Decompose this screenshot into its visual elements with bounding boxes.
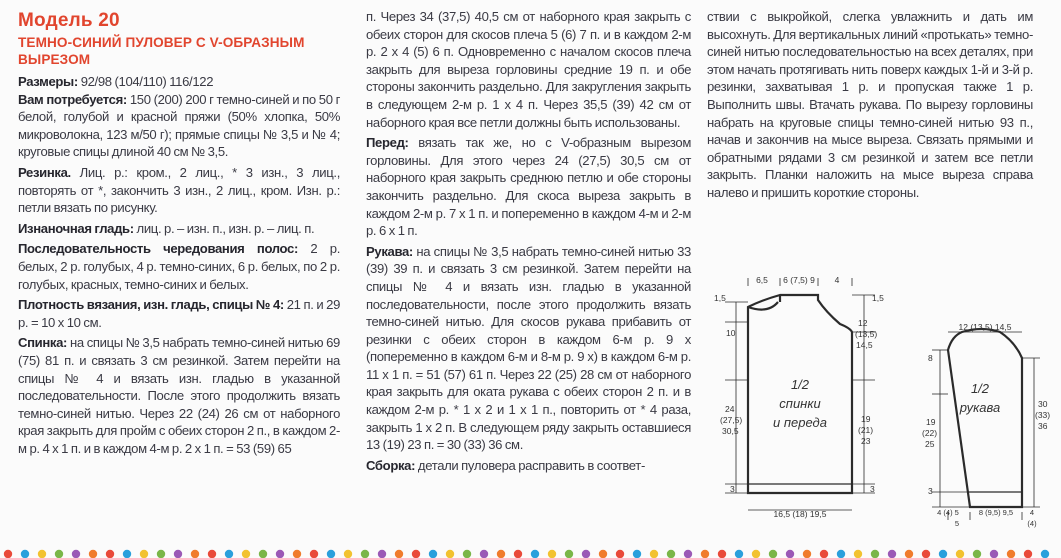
border-dot	[735, 550, 743, 558]
sleeve-top-width: 12 (13,5) 14,5	[958, 322, 1012, 332]
rib-paragraph	[18, 164, 340, 217]
stripe-sequence-value: 2 р. белых, 2 р. голубых, 4 р. темно-синих, 6 р. белых, по 2 р. голубых, красных, темно-синих и белых.	[18, 241, 340, 292]
gauge-value: 21 п. и 29 р. = 10 х 10 см.	[18, 297, 341, 330]
sleeve-bottom-4: 4	[1029, 508, 1035, 517]
front-label: Перед:	[366, 135, 409, 151]
sleeve-bottom-2: 8 (9,5) 9,5	[978, 508, 1014, 517]
border-dot	[174, 550, 182, 558]
border-dot	[276, 550, 284, 558]
border-dot	[21, 550, 29, 558]
border-dot	[939, 550, 947, 558]
border-dot	[701, 550, 709, 558]
border-dot	[497, 550, 505, 558]
border-dot	[72, 550, 80, 558]
assembly-continued-paragraph: ствии с выкройкой, слегка увлажнить и дать им высохнуть. Для вертикальных линий «протькать» темно-синей нитью последовательностью на всех деталях, при этом начать протягивать нить поверх каждых 1-й и 3-й р. резинки, захватывая 1 р. и пропуская также 1 р. Выполнить швы. Втачать рукава. По вырезу горловины набрать на круговые спицы темно-синей нитью 93 п., начав и закончив на мысе выреза. Связать прямыми и обратными рядами 3 см резинкой и затем все петли закрыть. Планки наложить на мысе выреза справа налево и пришить короткие стороны.	[707, 9, 1033, 200]
border-dot	[4, 550, 12, 558]
border-dot	[548, 550, 556, 558]
assembly-value: детали пуловера расправить в соответ-	[415, 457, 645, 473]
border-dot	[55, 550, 63, 558]
front-value: вязать так же, но с V-образным вырезом горловины. Для этого через 24 (27,5) 30,5 см от наборного края закрыть среднюю петлю и обе стороны закончить раздельно. Для скоса выреза закрыть в каждом 2-м р. 7 х 1 п. и попеременно в каждом 4-м и 2-м р. 6 х 1 п.	[366, 135, 691, 239]
body-outline	[748, 295, 852, 493]
border-dot	[684, 550, 692, 558]
sleeve-outline	[948, 329, 1022, 507]
border-dot	[106, 550, 114, 558]
border-dot	[667, 550, 675, 558]
body-right-rib: 3	[870, 484, 875, 494]
body-label-3: и переда	[773, 415, 827, 430]
border-dot	[208, 550, 216, 558]
border-dot	[565, 550, 573, 558]
border-dot	[650, 550, 658, 558]
border-dot	[1041, 550, 1049, 558]
border-dot	[259, 550, 267, 558]
body-top-mid: 6 (7,5) 9	[783, 275, 815, 285]
assembly-paragraph	[366, 457, 691, 475]
back-paragraph	[18, 334, 340, 457]
border-dot	[582, 550, 590, 558]
materials-value: 150 (200) 200 г темно-синей и по 50 г белой, голубой и красной пряжи (50% хлопка, 50% микроволокна, 123 м/50 г); прямые спицы № 3,5 и № 4; круговые спицы длиной 40 см № 3,5.	[18, 91, 340, 160]
border-dot	[718, 550, 726, 558]
sleeve-bottom-1: 4 (4) 5	[937, 508, 959, 517]
border-dot	[191, 550, 199, 558]
back-label: Спинка:	[18, 335, 68, 351]
sizes-paragraph	[18, 73, 340, 91]
body-left-armhole: 10	[726, 328, 736, 338]
reverse-stitch-value: лиц. р. – изн. п., изн. р. – лиц. п.	[133, 220, 315, 236]
body-top-left: 6,5	[756, 275, 768, 285]
border-dot	[803, 550, 811, 558]
border-dot	[38, 550, 46, 558]
column-3	[707, 8, 1033, 202]
rib-value: Лиц. р.: кром., 2 лиц., * 3 изн., 3 лиц., повторять от *, закончить 3 изн., 2 лиц., кром. Изн. р.: петли вязать по рисунку.	[18, 164, 340, 216]
sleeve-left-height-3: 25	[925, 439, 935, 449]
border-dot	[616, 550, 624, 558]
sizes-label: Размеры:	[18, 74, 78, 89]
border-dot	[888, 550, 896, 558]
sleeve-label-2: рукава	[959, 400, 1001, 415]
sleeve-label-1: 1/2	[970, 381, 990, 396]
border-dot	[157, 550, 165, 558]
border-dot	[973, 550, 981, 558]
schematic-svg	[700, 262, 1055, 532]
border-dot	[599, 550, 607, 558]
back-value: на спицы № 3,5 набрать темно-синей нитью 69 (75) 81 п. и связать 3 см резинкой. Затем перейти на спицы № 4 и вязать изн. гладью в указанной последовательности. После этого продолжить вязать темно-синей нитью. Через 22 (24) 26 см от наборного края закрыть для пройм с обеих сторон 2 п., в каждом 2-м р. 4 х 1 п. и в каждом 4-м р. 2 х 1 п. = 53 (59) 65	[18, 335, 340, 456]
border-dot	[344, 550, 352, 558]
border-dot	[905, 550, 913, 558]
border-dot	[837, 550, 845, 558]
border-dot	[820, 550, 828, 558]
border-dot	[395, 550, 403, 558]
dotted-border	[0, 546, 1061, 558]
border-dot	[633, 550, 641, 558]
body-right-height-3: 23	[861, 436, 871, 446]
front-paragraph	[366, 134, 691, 240]
rib-label: Резинка.	[18, 164, 71, 180]
sizes-value: 92/98 (104/110) 116/122	[77, 74, 214, 89]
sleeves-value: на спицы № 3,5 набрать темно-синей нитью 33 (39) 39 п. и связать 3 см резинкой. Затем перейти на спицы № 4 и вязать изн. гладью в указанной последовательности, после этого продолжить вязать темно-синей нитью. Для скосов рукава прибавить от резинки с обеих сторон в каждом 6-м р. 9 х (попеременно в каждом 6-м и 8-м р. 9 х) в каждом 6-м р. 11 х 1 п. = 51 (57) 61 п. Через 22 (25) 28 см от наборного края закрыть для оката рукава с обеих сторон 2 п. и в каждом 2-м р. * 1 х 2 и 1 х 1 п., повторить от * 4 раза, закрыть 1 х 2 п. В следующем ряду закрыть оставшиеся 13 (19) 23 п. = 30 (33) 36 см.	[366, 243, 691, 453]
stripe-sequence-label: Последовательность чередования полос:	[18, 241, 298, 257]
assembly-label: Сборка:	[366, 457, 416, 473]
border-dot	[361, 550, 369, 558]
sleeve-left-height-1: 19	[926, 417, 936, 427]
body-left-height-2: (27,5)	[720, 415, 743, 425]
border-dot	[378, 550, 386, 558]
border-dot	[990, 550, 998, 558]
sleeve-right-height-1: 30	[1038, 399, 1048, 409]
body-left-shoulder: 1,5	[714, 293, 726, 303]
materials-label: Вам потребуется:	[18, 91, 127, 107]
border-dot	[769, 550, 777, 558]
body-right-shoulder: 1,5	[872, 293, 884, 303]
model-subtitle: ТЕМНО-СИНИЙ ПУЛОВЕР С V-ОБРАЗНЫМ ВЫРЕЗОМ	[18, 35, 305, 67]
border-dot	[1024, 550, 1032, 558]
model-title: Модель 20	[18, 10, 120, 31]
reverse-stitch-paragraph	[18, 220, 340, 238]
body-left-height-1: 24	[725, 404, 735, 414]
border-dot	[327, 550, 335, 558]
body-top-right: 4	[834, 275, 840, 285]
sleeves-paragraph	[366, 243, 691, 454]
body-label-2: спинки	[779, 396, 821, 411]
border-dot	[480, 550, 488, 558]
border-dot	[429, 550, 437, 558]
border-dot	[854, 550, 862, 558]
body-right-height-2: (21)	[858, 425, 874, 435]
border-dot	[514, 550, 522, 558]
body-right-neck-3: 14,5	[856, 340, 873, 350]
body-left-rib: 3	[730, 484, 735, 494]
sleeve-right-height-2: (33)	[1035, 410, 1051, 420]
materials-paragraph	[18, 91, 340, 161]
border-dot	[922, 550, 930, 558]
sleeve-bottom-3: 5	[954, 519, 960, 528]
reverse-stitch-label: Изнаночная гладь:	[18, 220, 134, 236]
body-right-height-1: 19	[861, 414, 871, 424]
back-continued-paragraph: п. Через 34 (37,5) 40,5 см от наборного края закрыть с обеих сторон для скосов плеча 5 (6) 7 п. и в каждом 2-м р. 2 х 4 (5) 6 п. Одновременно с началом скосов плеча закрыть для выреза горловины средние 19 п. и обе стороны закончить раздельно. Для закругления закрыть в следующем 2-м р. 1 х 4 п. Через 35,5 (39) 42 см от наборного края все петли должны быть использованы.	[366, 9, 691, 130]
gauge-label: Плотность вязания, изн. гладь, спицы № 4:	[18, 297, 284, 313]
border-dot	[463, 550, 471, 558]
border-dot	[140, 550, 148, 558]
sleeve-right-height-3: 36	[1038, 421, 1048, 431]
body-left-height-3: 30,5	[722, 426, 739, 436]
sleeve-left-height-2: (22)	[922, 428, 938, 438]
border-dot	[786, 550, 794, 558]
border-dot	[446, 550, 454, 558]
border-dot	[871, 550, 879, 558]
border-dot	[1007, 550, 1015, 558]
border-dot	[89, 550, 97, 558]
border-dot	[531, 550, 539, 558]
gauge-paragraph	[18, 296, 340, 331]
sleeve-cap-height: 8	[928, 353, 933, 363]
border-dot	[956, 550, 964, 558]
sleeve-bottom-5: (4)	[1027, 519, 1037, 528]
body-right-neck-1: 12	[858, 318, 868, 328]
body-label-1: 1/2	[790, 377, 810, 392]
border-dot	[123, 550, 131, 558]
border-dot	[752, 550, 760, 558]
border-dot	[412, 550, 420, 558]
border-dot	[310, 550, 318, 558]
border-dot	[293, 550, 301, 558]
pattern-schematic	[700, 262, 1055, 532]
column-2	[366, 8, 691, 474]
border-dot	[242, 550, 250, 558]
sleeve-piece	[932, 329, 1040, 520]
border-dot	[225, 550, 233, 558]
stripe-sequence-paragraph	[18, 240, 340, 293]
column-1	[18, 10, 340, 457]
sleeves-label: Рукава:	[366, 243, 413, 259]
body-bottom-width: 16,5 (18) 19,5	[773, 509, 827, 519]
sleeve-rib: 3	[928, 486, 933, 496]
body-right-neck-2: (13,5)	[855, 329, 878, 339]
